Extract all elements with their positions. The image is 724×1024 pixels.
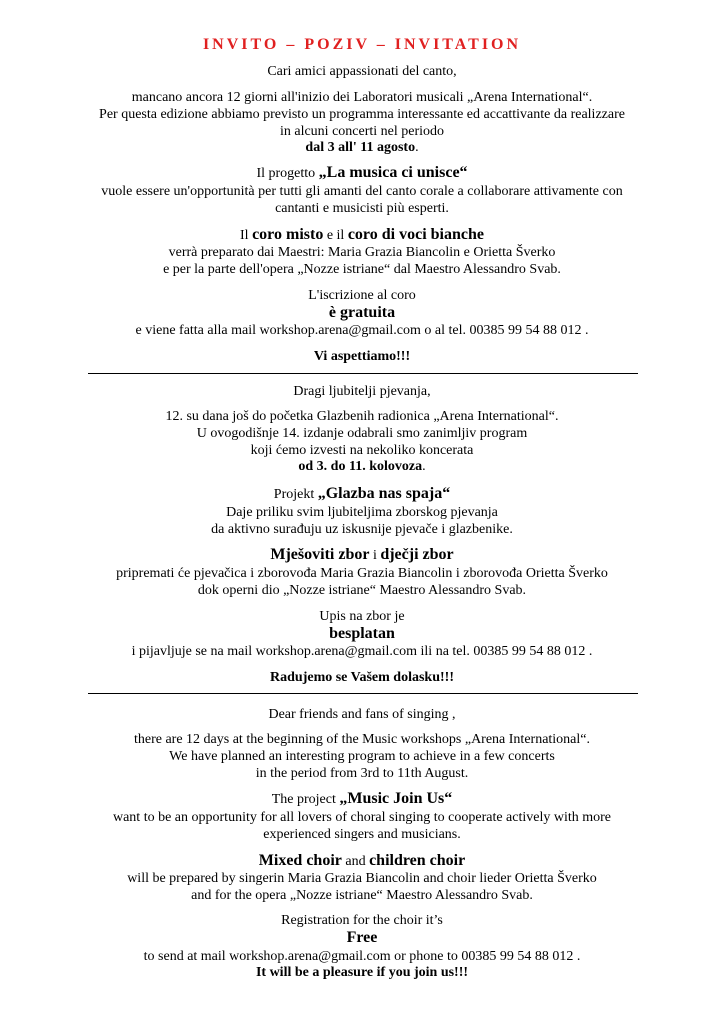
it-free: è gratuita [328,304,396,321]
hr-paragraph-line: dok operni dio „Nozze istriane“ Maestro Alessandro Svab. [197,583,527,598]
hr-free: besplatan [329,625,395,642]
it-paragraph-line: mancano ancora 12 giorni all'inizio dei Laboratori musicali „Arena International“. [131,90,593,105]
it-greeting: Cari amici appassionati del canto, [267,64,457,79]
en-project-line: The project „Music Join Us“ [271,790,453,807]
it-project-name: „La musica ci unisce“ [318,164,468,181]
hr-dates-line: od 3. do 11. kolovoza. [298,459,426,474]
it-paragraph-line: cantanti e musicisti più esperti. [275,201,449,216]
it-closing: Vi aspettiamo!!! [313,349,411,364]
en-free: Free [346,929,378,946]
it-project-line: Il progetto „La musica ci unisce“ [256,164,468,181]
hr-paragraph-line: Daje priliku svim ljubiteljima zborskog pjevanja [226,505,498,520]
it-choir-heading: Il coro misto e il coro di voci bianche [240,226,484,243]
en-project-name: „Music Join Us“ [339,790,453,807]
hr-closing: Radujemo se Vašem dolasku!!! [270,670,454,685]
en-paragraph-line: will be prepared by singerin Maria Grazia Biancolin and choir lieder Orietta Šverko [127,871,597,886]
hr-project-name: „Glazba nas spaja“ [317,485,451,502]
it-paragraph-line: in alcuni concerti nel periodo [279,124,445,139]
it-dates-line: dal 3 all' 11 agosto. [305,140,419,155]
hr-contact: i pijavljuje se na mail workshop.arena@gmail.com ili na tel. 00385 99 54 88 012 . [131,644,593,659]
hr-greeting: Dragi ljubitelji pjevanja, [293,384,431,399]
en-paragraph-line: want to be an opportunity for all lovers of choral singing to cooperate actively with more [112,810,612,825]
en-choir-heading: Mixed choir and children choir [258,852,466,869]
hr-registration: Upis na zbor je [319,609,405,624]
hr-paragraph-line: da aktivno surađuju uz iskusnije pjevače i glazbenike. [211,522,513,537]
it-paragraph-line: verrà preparato dai Maestri: Maria Grazia Biancolin e Orietta Šverko [168,245,556,260]
hr-paragraph-line: koji ćemo izvesti na nekoliko koncerata [250,443,474,458]
hr-project-line: Projekt „Glazba nas spaja“ [273,485,451,502]
en-registration: Registration for the choir it’s [281,913,443,928]
en-paragraph-line: in the period from 3rd to 11th August. [255,766,469,781]
page-title: INVITO – POZIV – INVITATION [202,36,522,53]
en-paragraph-line: experienced singers and musicians. [263,827,461,842]
en-closing: It will be a pleasure if you join us!!! [255,965,469,980]
it-paragraph-line: vuole essere un'opportunità per tutti gli amanti del canto corale a collaborare attivamente con [101,184,623,199]
hr-paragraph-line: U ovogodišnje 14. izdanje odabrali smo zanimljiv program [196,426,528,441]
it-paragraph-line: Per questa edizione abbiamo previsto un programma interessante ed accattivante da realizzare [99,107,625,122]
en-contact: to send at mail workshop.arena@gmail.com or phone to 00385 99 54 88 012 . [143,949,581,964]
it-dates: dal 3 all' 11 agosto [305,140,416,155]
it-contact: e viene fatta alla mail workshop.arena@gmail.com o al tel. 00385 99 54 88 012 . [135,323,589,338]
hr-dates: od 3. do 11. kolovoza [298,459,423,474]
en-paragraph-line: We have planned an interesting program to achieve in a few concerts [169,749,555,764]
it-registration: L'iscrizione al coro [308,288,416,303]
section-divider [88,693,638,694]
hr-paragraph-line: pripremati će pjevačica i zborovođa Maria Grazia Biancolin i zborovođa Orietta Šverko [116,566,608,581]
hr-paragraph-line: 12. su dana još do početka Glazbenih radionica „Arena International“. [165,409,559,424]
it-paragraph-line: e per la parte dell'opera „Nozze istriane“ dal Maestro Alessandro Svab. [163,262,561,277]
en-paragraph-line: there are 12 days at the beginning of the Music workshops „Arena International“. [133,732,591,747]
hr-choir-heading: Mješoviti zbor i dječji zbor [270,546,454,563]
en-paragraph-line: and for the opera „Nozze istriane“ Maestro Alessandro Svab. [191,888,533,903]
section-divider [88,373,638,374]
en-greeting: Dear friends and fans of singing , [268,707,456,722]
